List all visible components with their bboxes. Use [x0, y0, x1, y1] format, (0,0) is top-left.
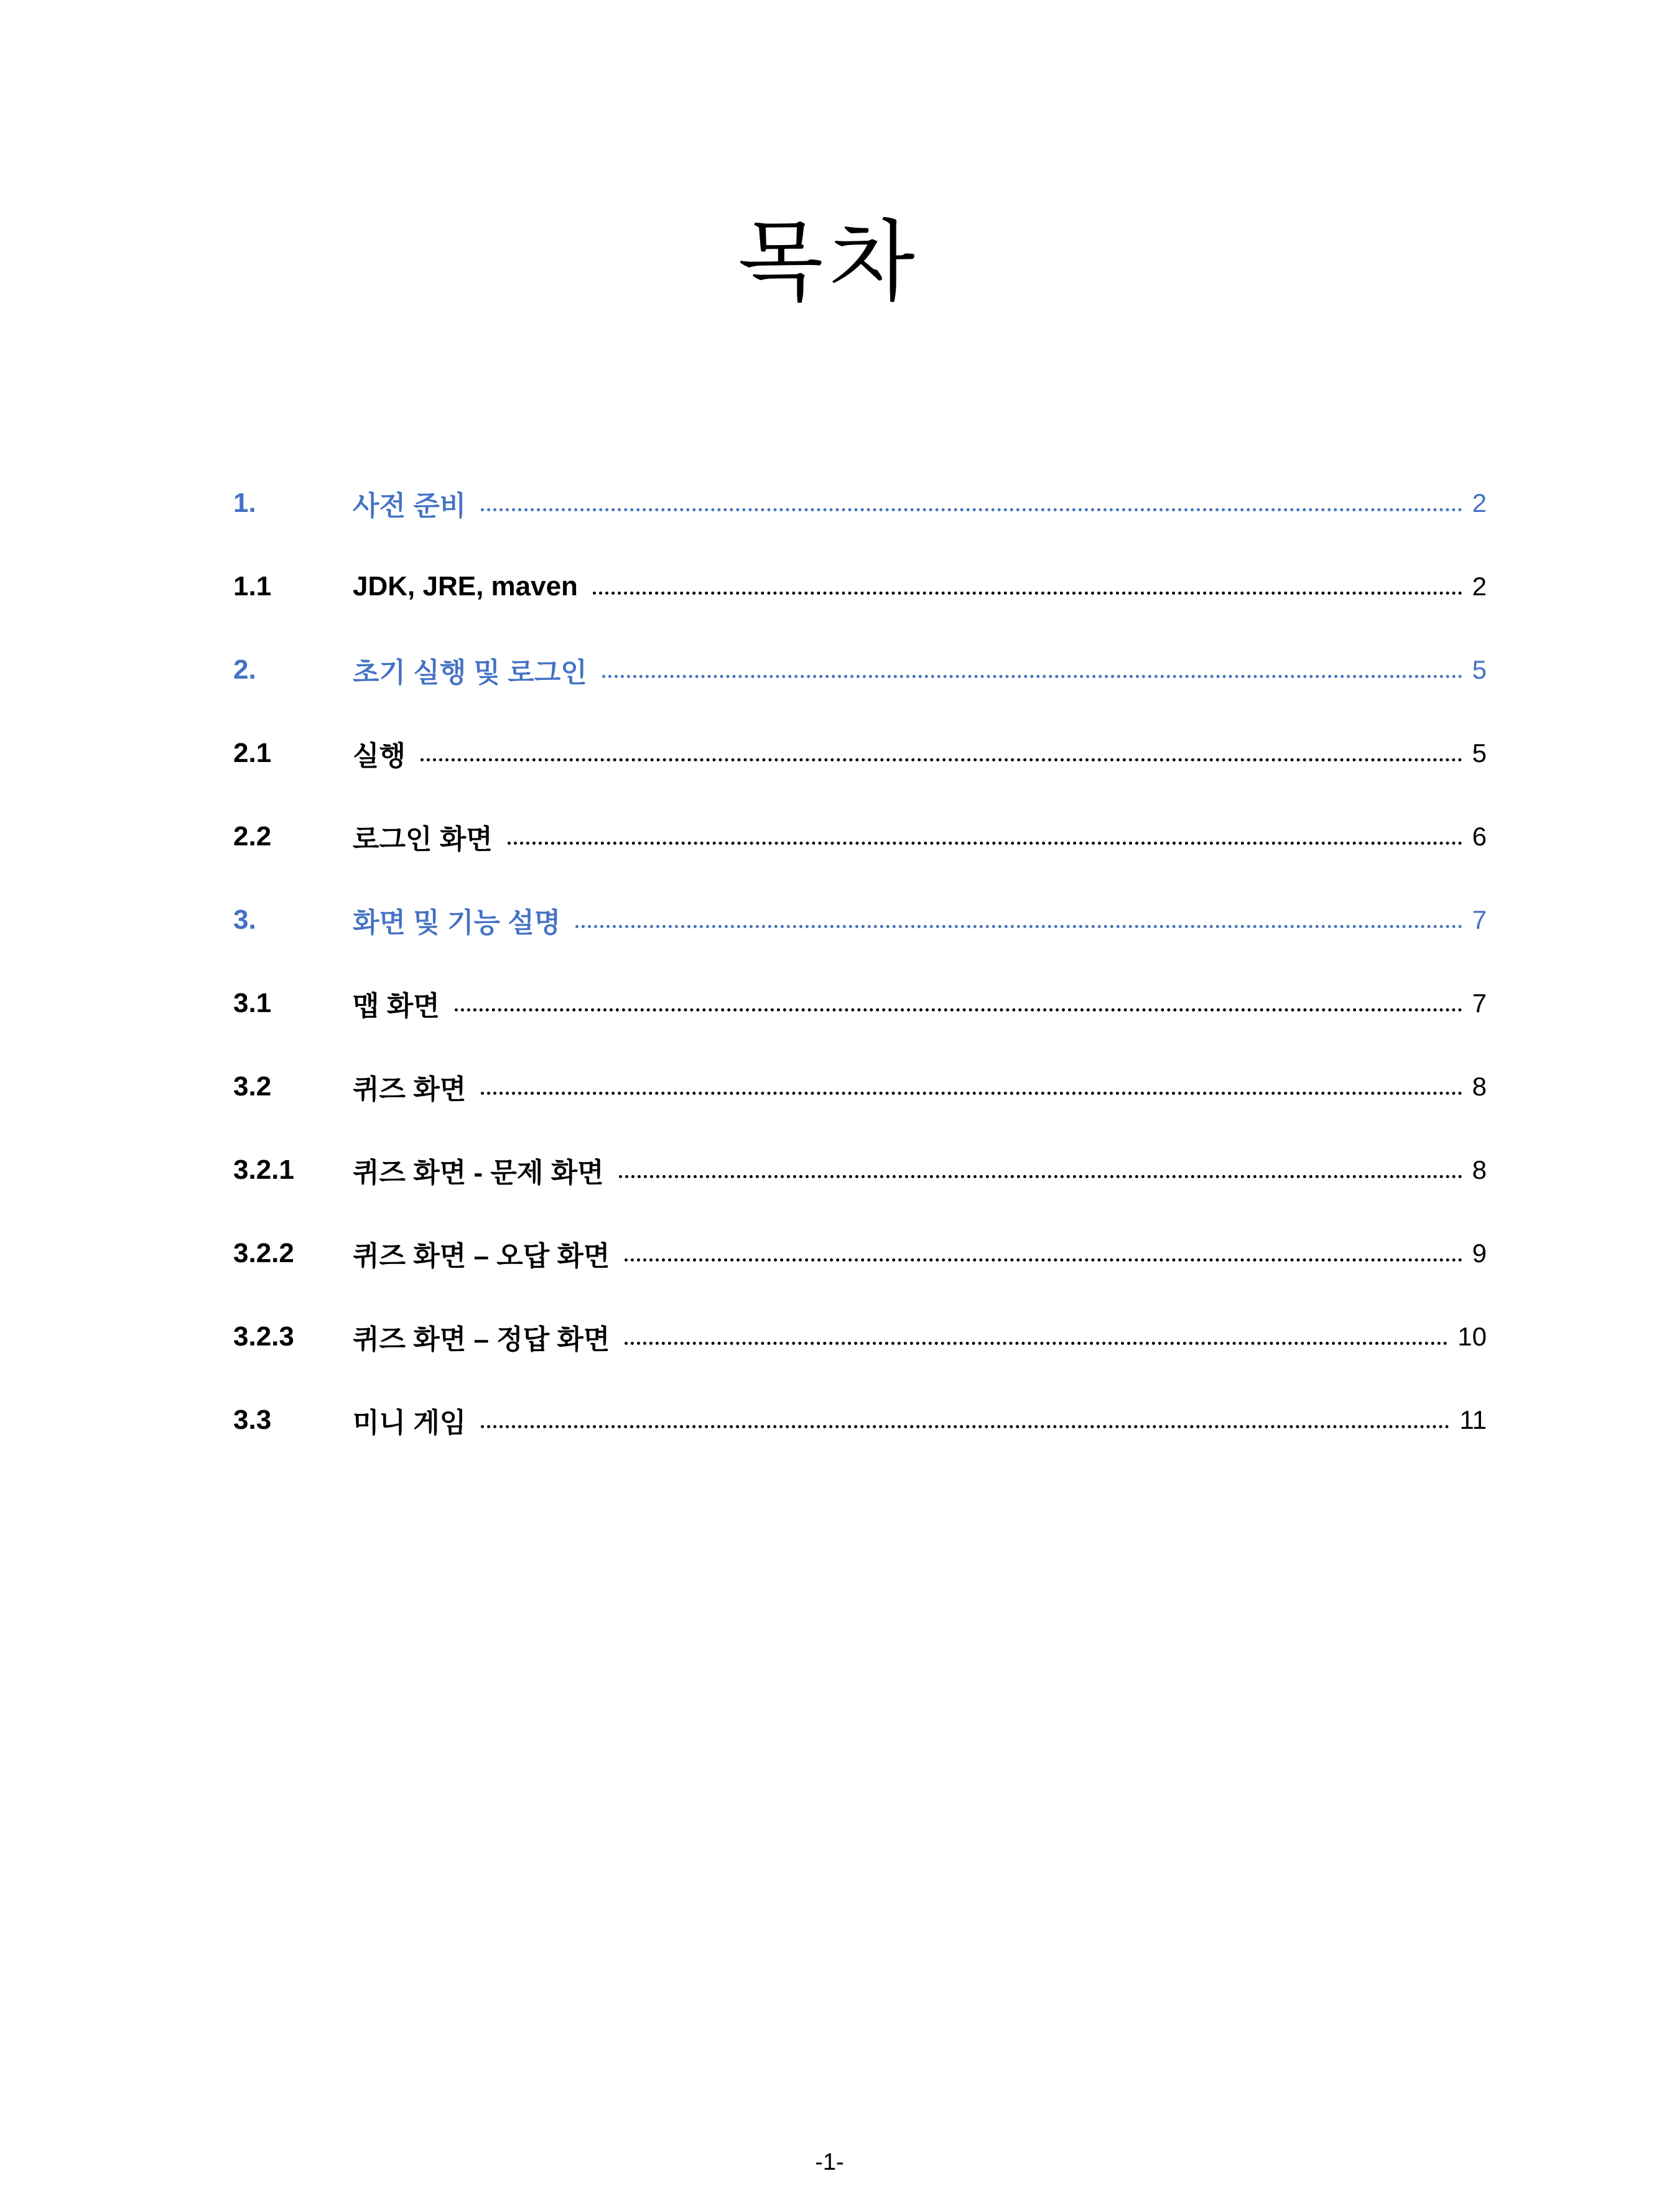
toc-entry — [233, 462, 1487, 545]
toc-entry-page: 11 — [1459, 1405, 1487, 1434]
toc-entry-number: 3.2 — [233, 1071, 272, 1102]
toc-entry-number: 2.2 — [233, 821, 272, 852]
toc-entry — [233, 628, 1487, 712]
toc-entry-page: 2 — [1472, 488, 1487, 518]
toc-entry-page: 6 — [1472, 822, 1487, 851]
toc-leader-dots — [619, 1175, 1462, 1178]
toc-entry-number: 3.2.2 — [233, 1238, 294, 1268]
toc-entry-label: 실행 — [353, 741, 406, 771]
page-number-footer: -1- — [815, 2149, 844, 2175]
toc-entry-number: 3.2.3 — [233, 1321, 294, 1352]
toc-entry-label: 화면 및 기능 설명 — [353, 908, 561, 938]
toc-entry-number: 3.2.1 — [233, 1155, 294, 1185]
toc-entry-label: 미니 게임 — [353, 1408, 467, 1438]
toc-entry-page: 2 — [1472, 572, 1487, 601]
toc-entry-page: 5 — [1472, 738, 1487, 768]
toc-entry-number: 1. — [233, 488, 256, 518]
toc-leader-dots — [481, 1425, 1449, 1428]
toc-entry — [233, 962, 1487, 1045]
toc-entry-page: 5 — [1472, 655, 1487, 684]
toc-entry — [233, 795, 1487, 878]
toc-leader-dots — [421, 758, 1462, 761]
toc-leader-dots — [625, 1342, 1448, 1345]
toc-entry-label: 사전 준비 — [353, 491, 467, 521]
toc-entry-label: 로그인 화면 — [353, 824, 493, 855]
toc-leader-dots — [481, 1092, 1462, 1095]
toc-entry — [233, 1378, 1487, 1462]
toc-entry-label: 초기 실행 및 로그인 — [353, 658, 587, 688]
page-title: 목차 — [738, 213, 921, 312]
toc-entry-page: 7 — [1472, 988, 1487, 1018]
toc-entry-label: 퀴즈 화면 – 정답 화면 — [353, 1324, 610, 1355]
toc-entry-page: 8 — [1472, 1155, 1487, 1184]
toc-entry-page: 9 — [1472, 1238, 1487, 1268]
toc-entry — [233, 1212, 1487, 1295]
toc-entry — [233, 878, 1487, 962]
toc-leader-dots — [602, 675, 1462, 678]
toc-entry — [233, 1128, 1487, 1212]
toc-entry-number: 2.1 — [233, 738, 272, 768]
toc-entry — [233, 712, 1487, 795]
toc-entry-label: 퀴즈 화면 — [353, 1074, 467, 1105]
toc-entry-label: 퀴즈 화면 – 오답 화면 — [353, 1241, 610, 1271]
toc-entry-number: 3.1 — [233, 988, 272, 1018]
toc-entry-page: 8 — [1472, 1072, 1487, 1101]
toc-leader-dots — [593, 592, 1462, 595]
toc-entry-number: 3. — [233, 904, 256, 935]
toc-leader-dots — [455, 1008, 1462, 1011]
toc-entry-label: JDK, JRE, maven — [353, 571, 578, 602]
toc-leader-dots — [508, 842, 1462, 845]
toc-leader-dots — [625, 1258, 1462, 1262]
toc-entry-label: 맵 화면 — [353, 991, 440, 1021]
toc-entry-page: 7 — [1472, 905, 1487, 934]
toc-leader-dots — [575, 925, 1462, 928]
toc-entry — [233, 1295, 1487, 1378]
toc-entry — [233, 1045, 1487, 1128]
toc-entry — [233, 545, 1487, 628]
toc-entry-label: 퀴즈 화면 - 문제 화면 — [353, 1158, 604, 1188]
toc-leader-dots — [481, 508, 1462, 511]
toc-entry-page: 10 — [1457, 1322, 1487, 1351]
toc-entry-number: 1.1 — [233, 571, 272, 602]
toc-entry-number: 3.3 — [233, 1405, 272, 1435]
table-of-contents — [233, 462, 1487, 1462]
toc-entry-number: 2. — [233, 654, 256, 685]
